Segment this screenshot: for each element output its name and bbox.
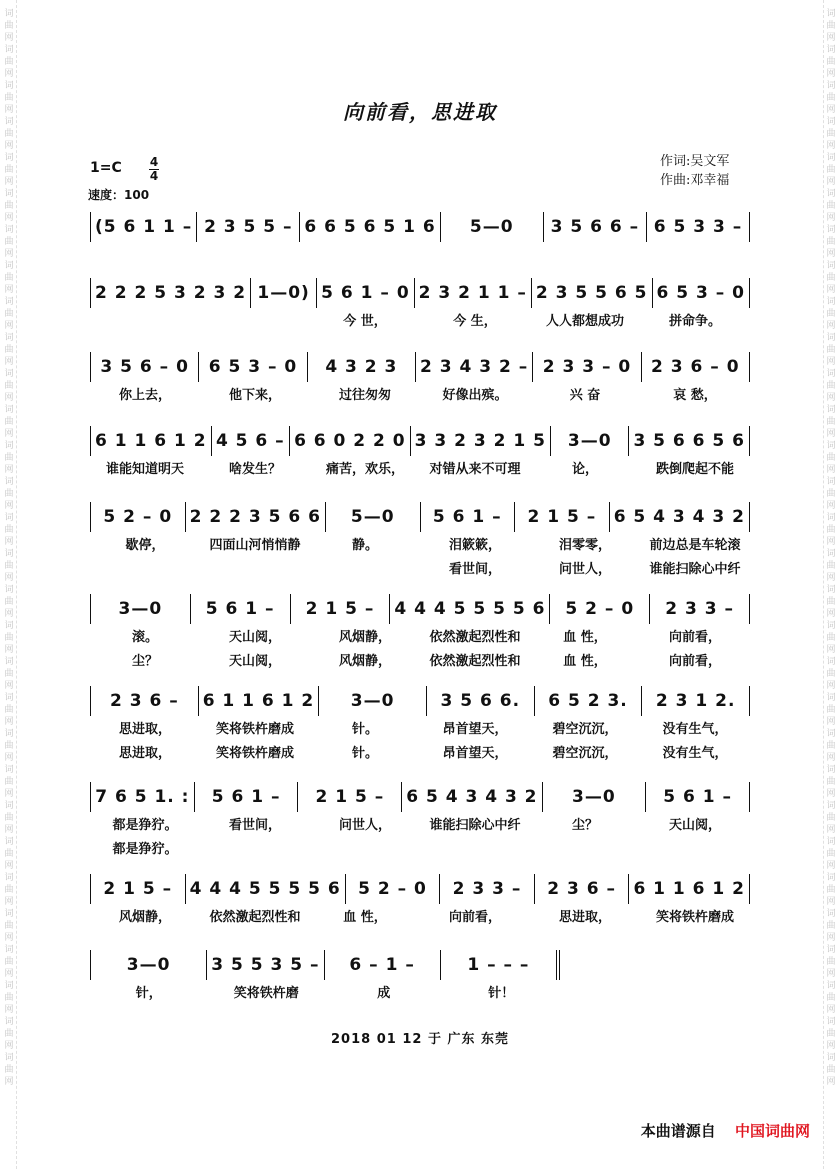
measure-notes: 3 3 2 3 2 1 5 bbox=[414, 431, 546, 451]
measure bbox=[402, 782, 542, 812]
score-system bbox=[90, 874, 750, 928]
measure bbox=[533, 352, 641, 382]
lyric-line bbox=[90, 982, 560, 1004]
measure bbox=[212, 426, 290, 456]
lyric-segment: 风烟静， bbox=[118, 910, 171, 925]
lyric-segment: 针， bbox=[135, 986, 162, 1001]
key-signature: 1=C bbox=[90, 160, 122, 176]
lyric-segment: 碧空沉沉， bbox=[552, 722, 618, 737]
measure bbox=[642, 352, 750, 382]
lyric-segment: 前边总是车轮滚 bbox=[649, 538, 741, 553]
lyric-segment: 他下来， bbox=[228, 388, 281, 403]
lyric-segment: 人人都想成功 bbox=[545, 314, 624, 329]
measure-notes: 2 1 5 – bbox=[103, 879, 173, 899]
lyric-segment: 笑将铁杵磨成 bbox=[215, 746, 294, 761]
measure-notes: 6 1 1 6 1 2 bbox=[202, 691, 315, 711]
lyric-line bbox=[90, 838, 750, 860]
measure-notes: 2 3 1 2. bbox=[655, 691, 736, 711]
notes-row bbox=[90, 278, 750, 308]
lyric-segment bbox=[310, 558, 420, 580]
measure bbox=[441, 950, 560, 980]
notes-row bbox=[90, 352, 750, 382]
lyric-line bbox=[90, 814, 750, 836]
measure bbox=[650, 594, 750, 624]
measure bbox=[90, 426, 212, 456]
lyric-segment: 成 bbox=[377, 986, 391, 1001]
measure bbox=[550, 594, 650, 624]
measure bbox=[195, 782, 299, 812]
lyric-segment: 哀 愁， bbox=[673, 388, 717, 403]
measure bbox=[90, 782, 195, 812]
lyric-segment bbox=[90, 310, 200, 332]
lyric-segment: 泪零零， bbox=[558, 538, 611, 553]
left-watermark-text: 词曲网词曲网词曲网词曲网词曲网词曲网词曲网词曲网词曲网词曲网词曲网词曲网词曲网词曲网词曲网词曲网词曲网词曲网词曲网词曲网词曲网词曲网词曲网词曲网词曲网词曲网词曲网词曲网词曲网词曲网 bbox=[4, 9, 14, 1087]
measure-notes: 3 5 6 6. bbox=[440, 691, 521, 711]
measure bbox=[427, 686, 535, 716]
lyric-line bbox=[90, 534, 750, 556]
measure bbox=[532, 278, 653, 308]
measure bbox=[186, 502, 326, 532]
measure bbox=[421, 502, 516, 532]
measure bbox=[440, 874, 535, 904]
score-system bbox=[90, 686, 750, 764]
lyric-segment: 问世人， bbox=[338, 818, 391, 833]
lyric-segment: 好像出殡。 bbox=[442, 388, 508, 403]
lyric-line bbox=[90, 650, 750, 672]
measure bbox=[647, 212, 750, 242]
lyric-segment: 依然激起烈性和 bbox=[429, 654, 521, 669]
lyric-segment: 向前看， bbox=[448, 910, 501, 925]
lyricist-credit: 作词:吴文军 bbox=[660, 154, 730, 169]
notes-row bbox=[90, 212, 750, 242]
time-signature bbox=[148, 156, 160, 183]
measure-notes: 6 1 1 6 1 2 bbox=[95, 431, 207, 451]
measure bbox=[90, 594, 191, 624]
measure bbox=[90, 874, 186, 904]
lyric-segment: 尘？ bbox=[571, 818, 598, 833]
lyric-segment: 过往匆匆 bbox=[338, 388, 391, 403]
lyric-segment: 笑将铁杵磨成 bbox=[215, 722, 294, 737]
lyric-segment bbox=[90, 558, 200, 580]
lyric-line bbox=[90, 906, 750, 928]
notes-row bbox=[90, 426, 750, 456]
measure-notes: 6 5 3 3 – bbox=[653, 217, 743, 237]
lyric-segment: 看世间， bbox=[228, 818, 281, 833]
measure bbox=[515, 502, 610, 532]
measure bbox=[416, 352, 533, 382]
lyric-segment: 今 生， bbox=[453, 314, 497, 329]
lyric-segment: 针！ bbox=[488, 986, 515, 1001]
measure bbox=[535, 874, 630, 904]
measure bbox=[90, 950, 207, 980]
measure bbox=[90, 502, 186, 532]
lyric-segment: 向前看， bbox=[668, 654, 721, 669]
measure-notes: 3—0 bbox=[118, 599, 163, 619]
notes-row bbox=[90, 686, 750, 716]
score-system bbox=[90, 502, 750, 580]
measure-notes: 6 1 1 6 1 2 bbox=[633, 879, 746, 899]
measure bbox=[642, 686, 750, 716]
measure-notes: 3—0 bbox=[567, 431, 612, 451]
measure-notes: 7 6 5 1. : bbox=[95, 787, 190, 807]
score-system bbox=[90, 278, 750, 332]
notes-row bbox=[90, 950, 560, 980]
right-watermark-strip bbox=[823, 0, 838, 1169]
lyric-segment: 谁能知道明天 bbox=[105, 462, 184, 477]
lyric-segment: 血 性， bbox=[343, 910, 387, 925]
measure-notes: 5 6 1 – bbox=[205, 599, 275, 619]
measure bbox=[543, 782, 647, 812]
lyric-segment: 思进取， bbox=[118, 746, 171, 761]
lyric-segment: 依然激起烈性和 bbox=[209, 910, 301, 925]
lyric-segment: 昂首望天， bbox=[442, 746, 508, 761]
measure-notes: 5 2 – 0 bbox=[358, 879, 427, 899]
measure bbox=[390, 594, 550, 624]
measure-notes: 2 3 5 5 6 5 bbox=[535, 283, 648, 303]
lyric-segment: 都是狰狞。 bbox=[112, 818, 178, 833]
measure bbox=[291, 594, 391, 624]
lyric-segment: 兴 奋 bbox=[569, 388, 601, 403]
measure-notes: 6 6 5 6 5 1 6 bbox=[304, 217, 436, 237]
lyric-segment: 没有生气， bbox=[662, 722, 728, 737]
measure-notes: 5—0 bbox=[469, 217, 514, 237]
lyric-segment: 碧空沉沉， bbox=[552, 746, 618, 761]
lyric-segment: 谁能扫除心中纤 bbox=[649, 562, 741, 577]
measure-notes: 1—0) bbox=[257, 283, 310, 303]
measure bbox=[90, 352, 199, 382]
measure-notes: 1 – – – bbox=[467, 955, 530, 975]
lyric-segment: 天山阅， bbox=[668, 818, 721, 833]
measure-notes: 2 3 6 – bbox=[547, 879, 617, 899]
lyric-segment: 静。 bbox=[351, 538, 378, 553]
lyric-segment: 跌倒爬起不能 bbox=[655, 462, 734, 477]
measure-notes: 4 5 6 – bbox=[215, 431, 285, 451]
meter-top: 4 bbox=[149, 155, 159, 169]
measure-notes: 3 5 6 – 0 bbox=[100, 357, 189, 377]
measure bbox=[629, 426, 750, 456]
measure bbox=[411, 426, 551, 456]
notes-row bbox=[90, 502, 750, 532]
score-system bbox=[90, 594, 750, 672]
measure-notes: 3 5 6 6 5 6 bbox=[633, 431, 746, 451]
lyric-segment: 依然激起烈性和 bbox=[429, 630, 521, 645]
lyric-segment bbox=[200, 838, 310, 860]
lyric-segment: 思进取， bbox=[558, 910, 611, 925]
lyric-segment: 风烟静， bbox=[338, 654, 391, 669]
measure bbox=[90, 278, 251, 308]
measure-notes: (5 6 1 1 – bbox=[95, 217, 193, 237]
measure-notes: 6 5 3 – 0 bbox=[656, 283, 745, 303]
lyric-segment: 看世间， bbox=[448, 562, 501, 577]
lyric-segment: 谁能扫除心中纤 bbox=[429, 818, 521, 833]
lyric-segment: 对错从来不可理 bbox=[429, 462, 521, 477]
lyric-segment bbox=[200, 310, 310, 332]
lyric-segment: 向前看， bbox=[668, 630, 721, 645]
measure bbox=[199, 352, 307, 382]
lyric-segment: 天山阅， bbox=[228, 654, 281, 669]
measure-notes: 6 5 3 – 0 bbox=[208, 357, 298, 377]
measure bbox=[535, 686, 643, 716]
lyric-segment: 没有生气， bbox=[662, 746, 728, 761]
lyric-segment: 昂首望天， bbox=[442, 722, 508, 737]
lyric-line bbox=[90, 558, 750, 580]
measure-notes: 4 4 4 5 5 5 5 6 bbox=[394, 599, 546, 619]
lyric-segment: 滚。 bbox=[131, 630, 158, 645]
measure-notes: 3 5 5 3 5 – bbox=[211, 955, 320, 975]
measure bbox=[610, 502, 750, 532]
measure bbox=[300, 212, 440, 242]
notes-row bbox=[90, 874, 750, 904]
measure bbox=[653, 278, 751, 308]
score-system bbox=[90, 950, 560, 1004]
measure bbox=[290, 426, 411, 456]
measure-notes: 4 3 2 3 bbox=[325, 357, 398, 377]
date-place: 2018 01 12 于 广东 东莞 bbox=[331, 1032, 509, 1047]
lyric-segment: 拼命争。 bbox=[668, 314, 721, 329]
lyric-line bbox=[90, 626, 750, 648]
measure-notes: 2 1 5 – bbox=[315, 787, 385, 807]
measure-notes: 6 5 2 3. bbox=[548, 691, 628, 711]
lyric-segment: 你上去， bbox=[118, 388, 171, 403]
lyric-line bbox=[90, 310, 750, 332]
lyric-segment bbox=[310, 838, 420, 860]
measure bbox=[544, 212, 647, 242]
measure-notes: 3—0 bbox=[572, 787, 616, 807]
measure bbox=[186, 874, 346, 904]
measure-notes: 2 3 5 5 – bbox=[204, 217, 293, 237]
measure bbox=[90, 212, 197, 242]
measure-notes: 5—0 bbox=[350, 507, 395, 527]
lyric-segment: 血 性， bbox=[563, 654, 607, 669]
measure bbox=[551, 426, 629, 456]
measure bbox=[441, 212, 544, 242]
measure-notes: 5 6 1 – bbox=[663, 787, 732, 807]
lyric-segment: 思进取， bbox=[118, 722, 171, 737]
lyric-line bbox=[90, 742, 750, 764]
lyric-segment: 笑将铁杵磨 bbox=[233, 986, 299, 1001]
right-watermark-text: 词曲网词曲网词曲网词曲网词曲网词曲网词曲网词曲网词曲网词曲网词曲网词曲网词曲网词曲网词曲网词曲网词曲网词曲网词曲网词曲网词曲网词曲网词曲网词曲网词曲网词曲网词曲网词曲网词曲网词曲网 bbox=[826, 9, 836, 1087]
lyric-segment: 泪簌簌， bbox=[448, 538, 501, 553]
measure bbox=[325, 950, 441, 980]
measure-notes: 5 6 1 – 0 bbox=[321, 283, 410, 303]
measure bbox=[646, 782, 750, 812]
lyric-segment: 问世人， bbox=[558, 562, 611, 577]
score-system bbox=[90, 212, 750, 242]
lyric-segment: 天山阅， bbox=[228, 630, 281, 645]
left-watermark-strip bbox=[2, 0, 17, 1169]
measure-notes: 6 5 4 3 4 3 2 bbox=[406, 787, 538, 807]
composer-credit: 作曲:邓幸福 bbox=[660, 173, 730, 188]
measure-notes: 2 1 5 – bbox=[527, 507, 597, 527]
measure-notes: 2 3 2 1 1 – bbox=[418, 283, 527, 303]
measure-notes: 2 3 3 – bbox=[665, 599, 734, 619]
measure bbox=[319, 686, 427, 716]
measure-notes: 4 4 4 5 5 5 5 6 bbox=[189, 879, 341, 899]
measure bbox=[251, 278, 317, 308]
measure-notes: 3—0 bbox=[350, 691, 395, 711]
lyric-segment: 风烟静， bbox=[338, 630, 391, 645]
measure bbox=[90, 686, 199, 716]
measure-notes: 2 2 2 5 3 2 3 2 bbox=[95, 283, 247, 303]
measure-notes: 2 2 2 3 5 6 6 bbox=[189, 507, 321, 527]
measure-notes: 6 6 0 2 2 0 bbox=[294, 431, 406, 451]
measure-notes: 2 3 6 – 0 bbox=[651, 357, 740, 377]
lyric-segment: 今 世， bbox=[343, 314, 387, 329]
measure-notes: 5 2 – 0 bbox=[565, 599, 635, 619]
measure-notes: 3 5 6 6 – bbox=[550, 217, 640, 237]
lyric-segment: 都是狰狞。 bbox=[112, 842, 178, 857]
score-system bbox=[90, 426, 750, 480]
measure bbox=[415, 278, 532, 308]
lyric-line bbox=[90, 384, 750, 406]
measure-notes: 2 3 3 – 0 bbox=[542, 357, 632, 377]
measure-notes: 6 5 4 3 4 3 2 bbox=[613, 507, 745, 527]
measure-notes: 2 3 6 – bbox=[109, 691, 179, 711]
measure-notes: 5 6 1 – bbox=[211, 787, 281, 807]
score-system bbox=[90, 352, 750, 406]
lyric-segment bbox=[420, 838, 530, 860]
measure bbox=[199, 686, 320, 716]
measure bbox=[298, 782, 402, 812]
measure bbox=[346, 874, 441, 904]
measure-notes: 5 6 1 – bbox=[432, 507, 502, 527]
source-attribution bbox=[641, 1120, 810, 1141]
lyric-segment bbox=[640, 838, 750, 860]
tempo-marking: 速度：100 bbox=[88, 188, 150, 202]
measure bbox=[207, 950, 324, 980]
measure bbox=[191, 594, 291, 624]
credits bbox=[660, 152, 729, 190]
score-system bbox=[90, 782, 750, 860]
lyric-line bbox=[90, 458, 750, 480]
source-label: 本曲谱源自 bbox=[640, 1122, 716, 1140]
lyric-segment: 痛苦，欢乐， bbox=[325, 462, 404, 477]
meter-bottom: 4 bbox=[149, 169, 159, 183]
notes-row bbox=[90, 594, 750, 624]
lyric-segment: 针。 bbox=[351, 746, 378, 761]
measure-notes: 3—0 bbox=[126, 955, 171, 975]
measure bbox=[326, 502, 421, 532]
measure-notes: 2 1 5 – bbox=[305, 599, 375, 619]
measure-notes: 6 – 1 – bbox=[349, 955, 415, 975]
lyric-segment: 尘？ bbox=[131, 654, 158, 669]
lyric-segment: 论， bbox=[571, 462, 598, 477]
measure bbox=[317, 278, 415, 308]
lyric-segment: 针。 bbox=[351, 722, 378, 737]
lyric-segment: 四面山河悄悄静 bbox=[209, 538, 301, 553]
song-title: 向前看，思进取 bbox=[343, 100, 497, 124]
lyric-segment bbox=[200, 558, 310, 580]
measure bbox=[197, 212, 300, 242]
measure-notes: 5 2 – 0 bbox=[103, 507, 173, 527]
lyric-segment bbox=[530, 838, 640, 860]
notes-row bbox=[90, 782, 750, 812]
measure-notes: 2 3 4 3 2 – bbox=[420, 357, 529, 377]
lyric-line bbox=[90, 718, 750, 740]
lyric-segment: 笑将铁杵磨成 bbox=[655, 910, 734, 925]
measure bbox=[308, 352, 416, 382]
measure-notes: 2 3 3 – bbox=[452, 879, 522, 899]
lyric-segment: 血 性， bbox=[563, 630, 607, 645]
measure bbox=[629, 874, 750, 904]
lyric-segment: 啥发生？ bbox=[228, 462, 281, 477]
lyric-segment: 歇停， bbox=[125, 538, 165, 553]
source-site-link[interactable]: 中国词曲网 bbox=[734, 1122, 810, 1140]
